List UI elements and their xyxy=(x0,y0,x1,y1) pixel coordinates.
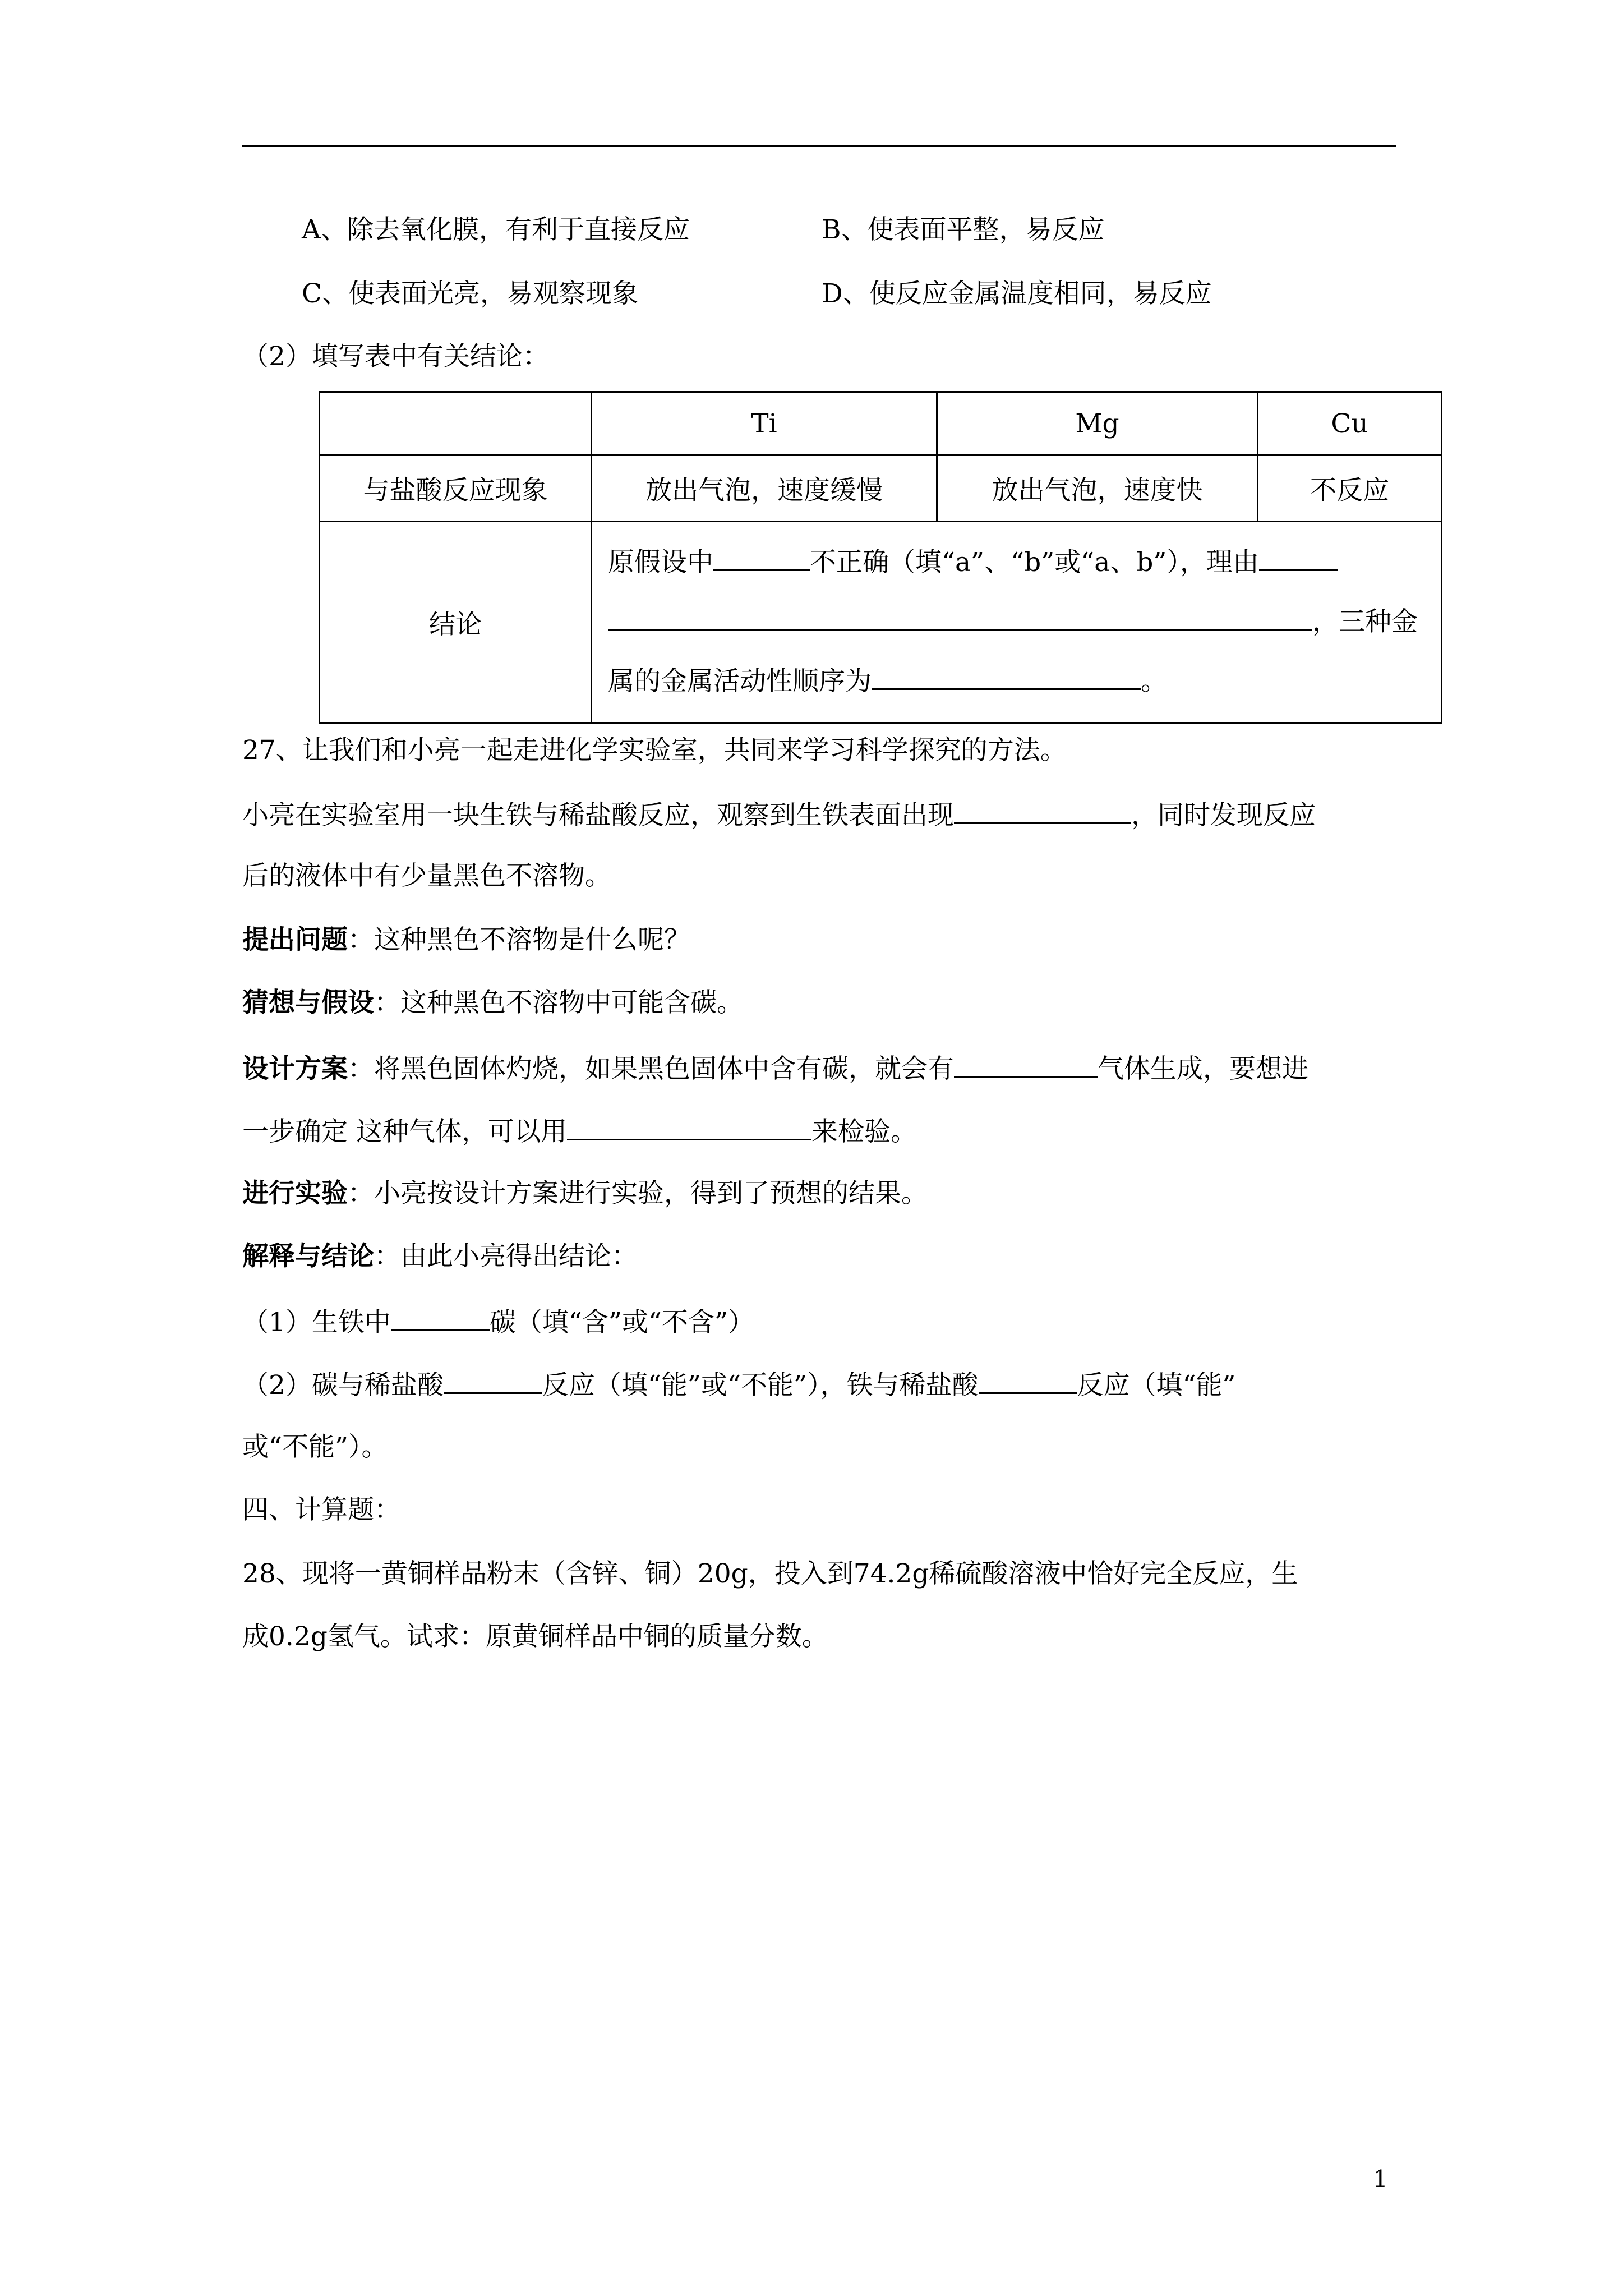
fill-blank[interactable] xyxy=(444,1366,542,1394)
fill-blank[interactable] xyxy=(954,1050,1098,1078)
hypothesis-section xyxy=(242,986,743,1020)
q27-line: 后的液体中有少量黑色不溶物。 xyxy=(242,861,611,891)
option-a: A、除去氧化膜，有利于直接反应 xyxy=(302,214,690,245)
q28-line: 28、现将一黄铜样品粉末（含锌、铜）20g，投入到74.2g稀硫酸溶液中恰好完全反应，生 xyxy=(242,1558,1298,1589)
conclusion-text: ，三种金 xyxy=(1312,606,1418,637)
question-section xyxy=(242,923,690,957)
section-text: 一步确定 这种气体，可以用 xyxy=(242,1116,567,1147)
conclusion-text: 。 xyxy=(1141,666,1167,697)
conclusion-text: 不正确（填“a”、“b”或“a、b”），理由 xyxy=(810,547,1259,578)
table-header-cell: Cu xyxy=(1258,392,1442,455)
fill-blank[interactable] xyxy=(713,544,810,571)
conclusion-item-2-cont: 或“不能”）。 xyxy=(242,1432,388,1462)
q27-text: 小亮在实验室用一块生铁与稀盐酸反应，观察到生铁表面出现 xyxy=(242,800,954,831)
experiment-section xyxy=(242,1177,928,1211)
table-row xyxy=(320,455,1442,522)
conclusion-item-1 xyxy=(242,1304,754,1340)
fill-blank[interactable] xyxy=(979,1366,1077,1394)
item-text: 碳（填“含”或“不含”） xyxy=(489,1307,755,1338)
table-cell: 放出气泡，速度快 xyxy=(937,455,1258,522)
table-header-cell: Ti xyxy=(592,392,937,455)
page-number: 1 xyxy=(1373,2165,1388,2193)
section-text: ：这种黑色不溶物中可能含碳。 xyxy=(374,987,743,1018)
option-c: C、使表面光亮，易观察现象 xyxy=(302,278,638,309)
fill-blank[interactable] xyxy=(608,603,1312,631)
option-d: D、使反应金属温度相同，易反应 xyxy=(822,278,1212,309)
design-section xyxy=(242,1050,1308,1086)
header-rule xyxy=(242,145,1396,147)
section-label: 猜想与假设 xyxy=(242,987,374,1018)
fill-blank[interactable] xyxy=(872,662,1141,690)
item-text: 反应（填“能” xyxy=(1077,1370,1236,1401)
section-text: 气体生成，要想进 xyxy=(1098,1053,1308,1084)
conclusion-text: 属的金属活动性顺序为 xyxy=(608,666,872,697)
conclusion-text: 原假设中 xyxy=(608,547,713,578)
table-row xyxy=(320,522,1442,723)
part2-prompt: （2）填写表中有关结论： xyxy=(242,341,549,372)
fill-blank[interactable] xyxy=(567,1113,811,1140)
section-text: ：小亮按设计方案进行实验，得到了预想的结果。 xyxy=(348,1178,928,1209)
section-label: 设计方案 xyxy=(242,1053,348,1084)
q27-intro: 27、让我们和小亮一起走进化学实验室，共同来学习科学探究的方法。 xyxy=(242,735,1067,766)
item-text: （1）生铁中 xyxy=(242,1307,391,1338)
section-text: 来检验。 xyxy=(811,1116,917,1147)
section-label: 进行实验 xyxy=(242,1178,348,1209)
q28-line: 成0.2g氢气。试求：原黄铜样品中铜的质量分数。 xyxy=(242,1621,828,1652)
q27-line xyxy=(242,797,1316,832)
table-header-cell: Mg xyxy=(937,392,1258,455)
conclusion-item-2 xyxy=(242,1366,1236,1402)
table-header-cell xyxy=(320,392,592,455)
table-row-label: 与盐酸反应现象 xyxy=(320,455,592,522)
section-text: ：将黑色固体灼烧，如果黑色固体中含有碳，就会有 xyxy=(348,1053,954,1084)
q27-text: ，同时发现反应 xyxy=(1131,800,1316,831)
table-cell: 放出气泡，速度缓慢 xyxy=(592,455,937,522)
fill-blank[interactable] xyxy=(1259,544,1338,571)
table-row-label: 结论 xyxy=(320,522,592,723)
option-b: B、使表面平整，易反应 xyxy=(822,214,1105,245)
item-text: （2）碳与稀盐酸 xyxy=(242,1370,444,1401)
section-label: 解释与结论 xyxy=(242,1241,374,1272)
table-header-row xyxy=(320,392,1442,455)
section-heading: 四、计算题： xyxy=(242,1494,400,1525)
section-label: 提出问题 xyxy=(242,924,348,955)
table-cell: 不反应 xyxy=(1258,455,1442,522)
fill-blank[interactable] xyxy=(391,1304,490,1331)
fill-blank[interactable] xyxy=(954,797,1131,824)
conclusion-section xyxy=(242,1240,638,1273)
design-section-cont xyxy=(242,1113,917,1149)
section-text: ：这种黑色不溶物是什么呢？ xyxy=(348,924,690,955)
results-table xyxy=(319,391,1442,724)
section-text: ：由此小亮得出结论： xyxy=(374,1241,638,1272)
conclusion-cell xyxy=(592,522,1442,723)
item-text: 反应（填“能”或“不能”），铁与稀盐酸 xyxy=(542,1370,979,1401)
